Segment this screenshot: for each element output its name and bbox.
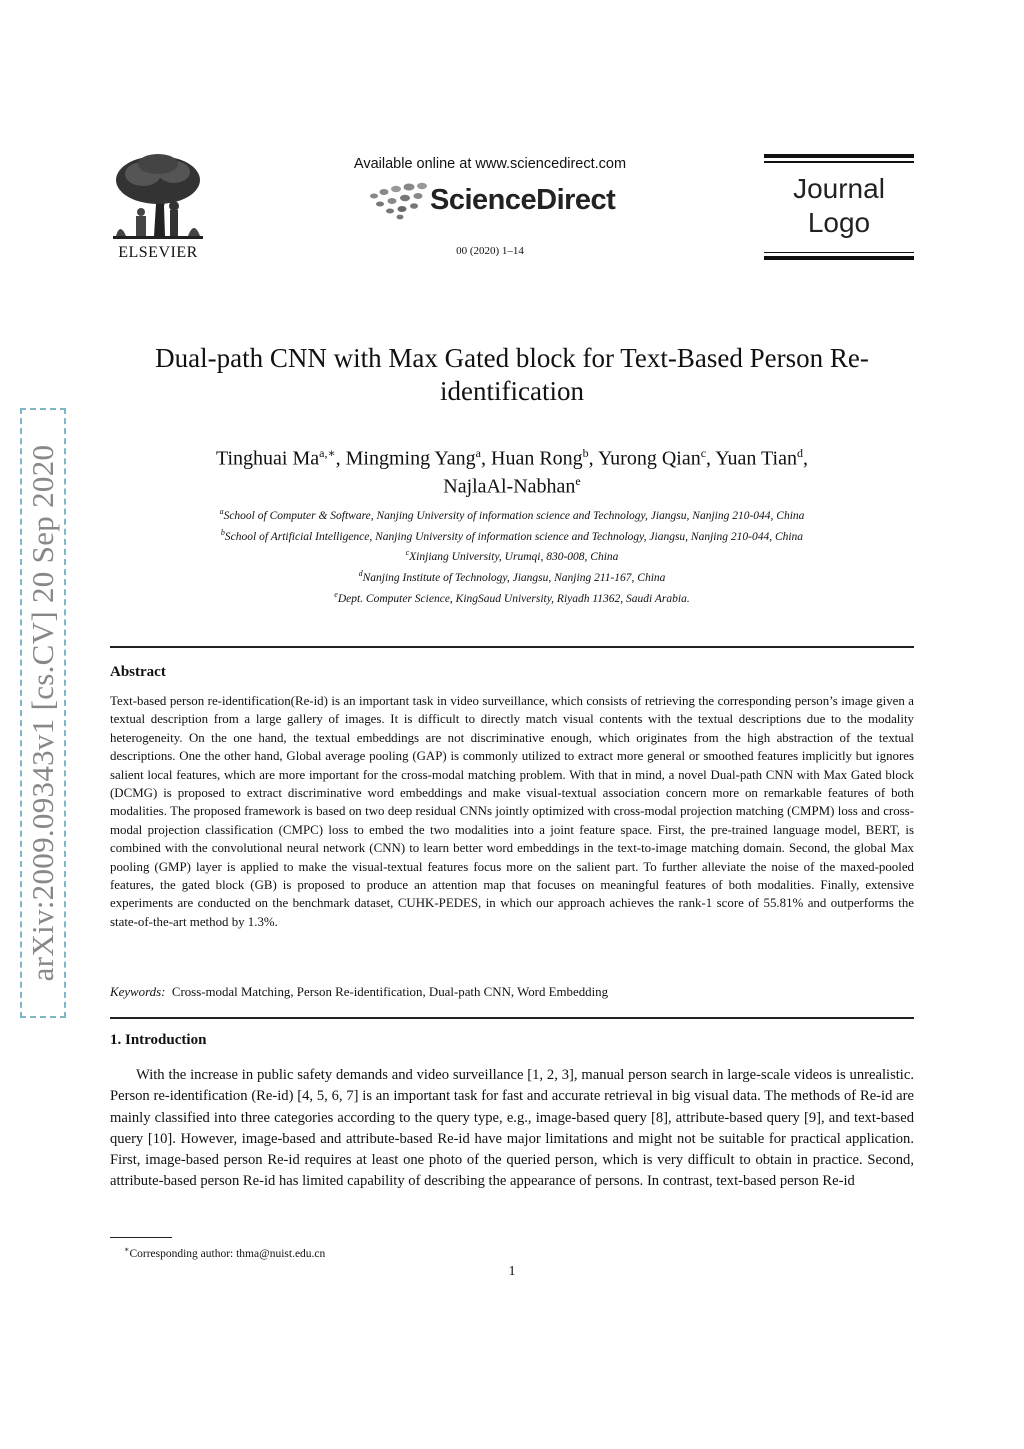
journal-logo-rule [764, 252, 914, 254]
affiliation-list [110, 504, 914, 607]
author-separator: , [335, 447, 346, 470]
author-affiliation-mark: c [700, 446, 707, 460]
arxiv-identifier: arXiv:2009.09343v1 [cs.CV] 20 Sep 2020 [25, 444, 60, 982]
author-separator: , [481, 447, 491, 470]
author-name: Yuan Tian [715, 447, 797, 470]
sciencedirect-wordmark: ScienceDirect [430, 184, 616, 216]
affiliation-text: Dept. Computer Science, KingSaud University, Riyadh 11362, Saudi Arabia. [337, 592, 690, 605]
section-divider [110, 1017, 914, 1019]
page-number: 1 [508, 1264, 516, 1279]
affiliation-line [110, 566, 914, 587]
elsevier-wordmark: ELSEVIER [118, 244, 198, 261]
affiliation-text: School of Computer & Software, Nanjing University of information science and Technology, Jiangsu, Nanjing 210-044, China [223, 509, 805, 522]
affiliation-mark: c [405, 548, 410, 558]
affiliation-mark: b [220, 527, 225, 537]
author-name: NajlaAl-Nabhan [443, 475, 576, 498]
journal-logo-text: Journal Logo [793, 173, 885, 238]
journal-logo-rule [764, 256, 914, 260]
section-divider [110, 646, 914, 648]
author-separator: , [803, 447, 808, 470]
introduction-body: With the increase in public safety demands and video surveillance [1, 2, 3], manual person search in large-scale videos is unrealistic. Person re-identification (Re-id) [4, 5, 6, 7] is an important task for fast and accurate retrieval in big visual data. The methods of Re-id are mainly classified into three categories according to the query type, e.g., image-based query [8], attribute-based query [9], and text-based query [10]. However, image-based and attribute-based Re-id have major limitations and might not be suitable for practical application. First, image-based person Re-id requires at least one photo of the queried person, which is very difficult to obtain in practice. Second, attribute-based person Re-id has limited capability of describing the appearance of persons. In contrast, text-based person Re-id [110, 1067, 914, 1190]
abstract-body: Text-based person re-identification(Re-id) is an important task in video surveillance, which consists of retrieving the corresponding person’s image given a textual description from a large gallery of images. It is difficult to directly match visual contents with the textual descriptions due to the modality heterogeneity. On the one hand, the textual embeddings are not discriminative enough, which originates from the high abstraction of the textual descriptions. One the other hand, Global average pooling (GAP) is commonly utilized to extract more general or smoothed features implicitly but ignores salient local features, which are more important for the cross-modal matching problem. With that in mind, a novel Dual-path CNN with Max Gated block (DCMG) is proposed to extract discriminative word embeddings and make visual-textual association concern more on remarkable features of both modalities. The proposed framework is based on two deep residual CNNs jointly optimized with cross-modal projection matching (CMPM) loss and cross-modal projection classification (CMPC) loss to embed the two modalities into a joint feature space. First, the pre-trained language model, BERT, is combined with the convolutional neural network (CNN) to learn better word embeddings in the text-to-image matching domain. Second, the global Max pooling (GMP) layer is applied to make the visual-textual features focus more on the salient part. To further alleviate the noise of the maxed-pooled features, the gated block (GB) is proposed to produce an attention map that focuses on meaningful features of both modalities. Finally, extensive experiments are conducted on the benchmark dataset, CUHK-PEDES, in which our approach achieves the rank-1 score of 55.81% and outperforms the state-of-the-art method by 1.3%. [110, 694, 914, 929]
author-affiliation-mark: a [475, 446, 481, 460]
author-affiliation-mark: d [797, 446, 803, 460]
paper-title: Dual-path CNN with Max Gated block for Text-Based Person Re-identification [155, 343, 869, 406]
author-list [110, 442, 914, 497]
footnote-text: Corresponding author: thma@nuist.edu.cn [129, 1247, 326, 1260]
author-name: Tinghuai Ma [215, 447, 320, 470]
journal-logo-rule [764, 161, 914, 163]
keywords-label: Keywords: [110, 985, 166, 999]
footnote-rule [110, 1237, 172, 1238]
affiliation-text: School of Artificial Intelligence, Nanjing University of information science and Technology, Jiangsu, Nanjing 210-044, China [224, 530, 804, 543]
footnote-mark: ∗ [124, 1245, 130, 1254]
introduction-heading: 1. Introduction [110, 1032, 207, 1048]
elsevier-tree-icon [108, 152, 208, 244]
author-affiliation-mark: b [582, 446, 589, 460]
affiliation-mark: d [358, 568, 363, 578]
affiliation-line [110, 587, 914, 608]
author-affiliation-mark: e [575, 473, 581, 488]
affiliation-text: Nanjing Institute of Technology, Jiangsu, Nanjing 211-167, China [362, 571, 666, 584]
author-separator: , [588, 447, 598, 470]
affiliation-text: Xinjiang University, Urumqi, 830-008, China [409, 551, 619, 564]
arxiv-stamp [20, 408, 66, 1018]
affiliation-mark: e [334, 589, 338, 599]
affiliation-line [110, 525, 914, 546]
author-name: Huan Rong [491, 447, 583, 470]
author-name: Yurong Qian [597, 447, 701, 470]
affiliation-mark: a [219, 507, 224, 516]
footnote [124, 1245, 325, 1260]
journal-logo-rule [764, 154, 914, 158]
affiliation-line [110, 545, 914, 566]
abstract-heading: Abstract [110, 664, 166, 680]
author-name: Mingming Yang [345, 447, 476, 470]
sciencedirect-logo [368, 182, 618, 222]
keywords-text: Cross-modal Matching, Person Re-identification, Dual-path CNN, Word Embedding [171, 985, 609, 999]
keywords-line [110, 985, 914, 1000]
author-affiliation-mark: a,∗ [319, 446, 336, 460]
journal-logo-box [764, 154, 914, 260]
author-separator: , [706, 447, 716, 470]
available-online-text: Available online at www.sciencedirect.com [353, 156, 627, 172]
citation-line: 00 (2020) 1–14 [456, 245, 524, 257]
affiliation-line [110, 504, 914, 525]
elsevier-logo [108, 152, 208, 262]
sciencedirect-dots-icon [368, 182, 428, 222]
